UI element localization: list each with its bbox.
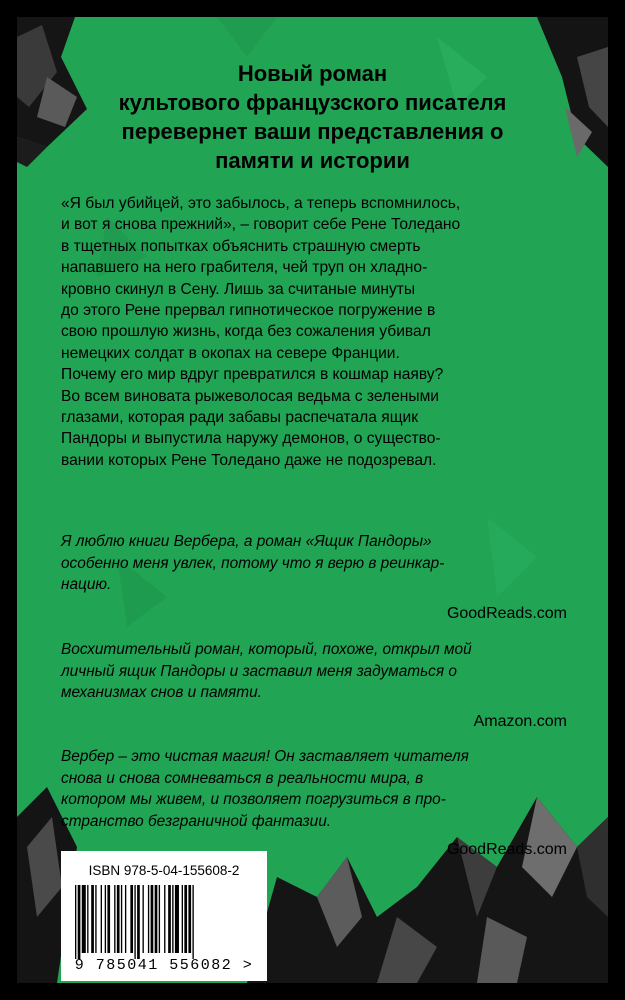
blurb-line: «Я был убийцей, это забылось, а теперь вспомнилось, [61, 195, 461, 212]
blurb-line: напавшего на него грабителя, чей труп он хладно- [61, 259, 428, 277]
isbn-digits: 9 785041 556082 > [74, 957, 254, 974]
review-source: Amazon.com [473, 712, 567, 730]
review-source: GoodReads.com [446, 604, 567, 622]
blurb-line: немецких солдат в окопах на севере Франции. [61, 344, 400, 362]
review-line: особенно меня увлек, потому что я верю в реинкар- [61, 554, 445, 572]
review-quote [61, 531, 581, 596]
review-quote [61, 746, 581, 832]
review-source: GoodReads.com [446, 841, 567, 858]
review-goodreads-2 [61, 746, 581, 861]
headline-line: памяти и истории [215, 148, 410, 173]
review-goodreads-1 [61, 531, 581, 625]
headline-line: Новый роман [237, 61, 388, 86]
review-amazon [61, 639, 581, 733]
review-line: личный ящик Пандоры и заставил меня задуматься о [61, 662, 457, 680]
review-line: Восхитительный роман, который, похоже, открыл мой [61, 641, 472, 658]
blurb-line: вании которых Рене Толедано даже не подозревал. [61, 451, 437, 469]
review-line: Вербер – это чистая магия! Он заставляет читателя [61, 748, 469, 765]
headline-line: перевернет ваши представления о [121, 119, 504, 144]
review-line: механизмах снов и памяти. [61, 684, 262, 701]
review-quote [61, 639, 581, 704]
review-line: странство безграничной фантазии. [61, 812, 332, 830]
headline-line: культового французского писателя [118, 90, 507, 115]
blurb-line: Во всем виновата рыжеволосая ведьма с зелеными [61, 387, 440, 405]
review-line: котором мы живем, и позволяет погрузиться в про- [61, 791, 446, 808]
blurb-line: кровно скинул в Сену. Лишь за считаные минуты [61, 280, 416, 298]
blurb-line: в тщетных попытках объяснить страшную смерть [61, 237, 421, 255]
blurb-line: Почему его мир вдруг превратился в кошмар наяву? [61, 366, 444, 384]
blurb [61, 193, 581, 471]
blurb-line: и вот я снова прежний», – говорит себе Рене Толедано [61, 216, 461, 234]
book-back-cover [17, 17, 608, 983]
blurb-line: Пандоры и выпустила наружу демонов, о существо- [61, 430, 441, 448]
review-line: нацию. [61, 576, 112, 593]
headline [57, 59, 568, 175]
review-line: Я люблю книги Вербера, а роман «Ящик Пандоры» [61, 533, 432, 550]
isbn-label: ISBN 978-5-04-155608-2 [88, 863, 240, 878]
blurb-line: до этого Рене прервал гипнотическое погружение в [61, 302, 436, 320]
review-line: снова и снова сомневаться в реальности мира, в [61, 769, 424, 787]
blurb-line: свою прошлую жизнь, когда без сожаления убивал [61, 323, 431, 341]
isbn-barcode [61, 851, 267, 981]
blurb-line: глазами, которая ради забавы распечатала ящик [61, 409, 419, 427]
barcode-bars [73, 885, 248, 963]
